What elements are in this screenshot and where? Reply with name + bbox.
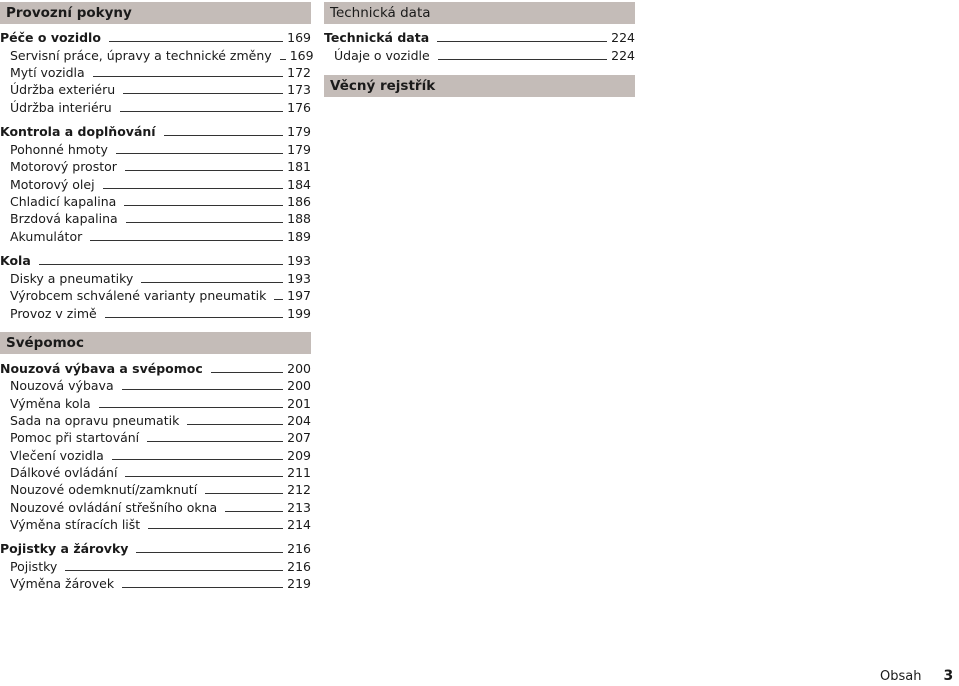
toc-entry-title: Motorový prostor — [10, 159, 117, 174]
page-footer — [880, 667, 953, 686]
toc-page-number: 219 — [287, 576, 311, 591]
toc-entry-row[interactable] — [0, 377, 311, 394]
section-header-svepomoc: Svépomoc — [0, 332, 311, 354]
toc-page-number: 209 — [287, 448, 311, 463]
toc-leader-line — [112, 459, 283, 460]
toc-page-number: 189 — [287, 229, 311, 244]
toc-page-number: 216 — [287, 541, 311, 556]
toc-entry-row[interactable] — [0, 99, 311, 116]
toc-chapter-row[interactable] — [0, 360, 311, 377]
toc-leader-line — [103, 188, 284, 189]
page-number: 3 — [943, 668, 954, 684]
toc-page-number: 184 — [287, 177, 311, 192]
toc-leader-line — [65, 570, 283, 571]
toc-leader-line — [437, 41, 607, 42]
toc-entry-row[interactable] — [324, 47, 635, 64]
toc-page-number: 179 — [287, 124, 311, 139]
toc-page-number: 176 — [287, 100, 311, 115]
toc-chapter-title: Péče o vozidlo — [0, 30, 101, 45]
toc-entry-title: Údržba interiéru — [10, 100, 112, 115]
toc-leader-line — [90, 240, 283, 241]
toc-page-number: 224 — [611, 30, 635, 45]
section-header-provozni-pokyny: Provozní pokyny — [0, 2, 311, 24]
toc-entry-title: Údaje o vozidle — [334, 48, 430, 63]
toc-entry-row[interactable] — [0, 464, 311, 481]
toc-entry-row[interactable] — [0, 81, 311, 98]
toc-entry-title: Motorový olej — [10, 177, 95, 192]
toc-page-number: 207 — [287, 430, 311, 445]
toc-entry-title: Chladicí kapalina — [10, 194, 117, 209]
footer-label: Obsah — [880, 669, 922, 684]
toc-chapter-row[interactable] — [0, 123, 311, 140]
toc-entry-row[interactable] — [0, 47, 314, 64]
toc-page-number: 172 — [287, 65, 311, 80]
toc-entry-title: Výměna kola — [10, 396, 91, 411]
toc-entry-title: Nouzová výbava — [10, 378, 114, 393]
toc-leader-line — [120, 111, 283, 112]
toc-entry-row[interactable] — [0, 447, 311, 464]
toc-page-number: 212 — [287, 482, 311, 497]
toc-leader-line — [99, 407, 284, 408]
section-header-vecny-rejstrik[interactable]: Věcný rejstřík — [324, 75, 635, 97]
toc-entry-row[interactable] — [0, 305, 311, 322]
toc-page-number: 173 — [287, 82, 311, 97]
toc-chapter-title: Kola — [0, 253, 31, 268]
toc-leader-line — [116, 153, 283, 154]
toc-page-number: 204 — [287, 413, 311, 428]
toc-leader-line — [123, 93, 283, 94]
toc-leader-line — [148, 528, 283, 529]
toc-page-number: 169 — [289, 48, 314, 63]
toc-leader-line — [205, 493, 283, 494]
toc-entry-row[interactable] — [0, 516, 311, 533]
toc-entry-title: Výměna žárovek — [10, 576, 115, 591]
toc-page-number: 211 — [287, 465, 311, 480]
toc-leader-line — [122, 587, 283, 588]
toc-entry-row[interactable] — [0, 287, 311, 304]
toc-entry-row[interactable] — [0, 64, 311, 81]
toc-entry-row[interactable] — [0, 481, 311, 498]
toc-page-number: 179 — [287, 142, 311, 157]
toc-leader-line — [274, 299, 283, 300]
section-header-technicka-data: Technická data — [324, 2, 635, 24]
toc-entry-row[interactable] — [0, 395, 311, 412]
toc-entry-title: Disky a pneumatiky — [10, 271, 134, 286]
toc-entry-row[interactable] — [0, 429, 311, 446]
toc-page-number: 197 — [287, 288, 311, 303]
toc-page-number: 193 — [287, 253, 311, 268]
toc-page-number: 193 — [287, 271, 311, 286]
toc-entry-title: Pohonné hmoty — [10, 142, 108, 157]
toc-entry-row[interactable] — [0, 412, 311, 429]
toc-leader-line — [105, 317, 283, 318]
toc-leader-line — [39, 264, 283, 265]
toc-entry-title: Údržba exteriéru — [10, 82, 116, 97]
toc-leader-line — [187, 424, 283, 425]
toc-leader-line — [109, 41, 283, 42]
toc-entry-row[interactable] — [0, 193, 311, 210]
toc-entry-row[interactable] — [0, 141, 311, 158]
toc-entry-row[interactable] — [0, 499, 311, 516]
toc-chapter-row[interactable] — [324, 29, 635, 46]
toc-entry-title: Výměna stíracích lišt — [10, 517, 141, 532]
toc-entry-title: Provoz v zimě — [10, 306, 97, 321]
toc-page-number: 216 — [287, 559, 311, 574]
toc-page-number: 200 — [287, 378, 311, 393]
toc-leader-line — [141, 282, 283, 283]
toc-leader-line — [126, 222, 283, 223]
toc-page-number: 181 — [287, 159, 311, 174]
toc-entry-title: Výrobcem schválené varianty pneumatik — [10, 288, 267, 303]
toc-entry-row[interactable] — [0, 228, 311, 245]
toc-entry-title: Vlečení vozidla — [10, 448, 104, 463]
toc-page-number: 186 — [287, 194, 311, 209]
toc-page-number: 188 — [287, 211, 311, 226]
toc-leader-line — [125, 476, 283, 477]
toc-chapter-title: Kontrola a doplňování — [0, 124, 156, 139]
toc-leader-line — [136, 552, 283, 553]
toc-entry-row[interactable] — [0, 575, 311, 592]
toc-entry-title: Brzdová kapalina — [10, 211, 118, 226]
toc-leader-line — [211, 372, 283, 373]
toc-entry-row[interactable] — [0, 558, 311, 575]
toc-entry-title: Akumulátor — [10, 229, 83, 244]
toc-entry-title: Nouzové ovládání střešního okna — [10, 500, 218, 515]
toc-leader-line — [164, 135, 284, 136]
toc-leader-line — [93, 76, 283, 77]
toc-leader-line — [225, 511, 283, 512]
toc-page-number: 200 — [287, 361, 311, 376]
toc-chapter-title: Pojistky a žárovky — [0, 541, 129, 556]
toc-entry-title: Mytí vozidla — [10, 65, 85, 80]
toc-entry-title: Sada na opravu pneumatik — [10, 413, 180, 428]
toc-chapter-row[interactable] — [0, 540, 311, 557]
toc-entry-row[interactable] — [0, 210, 311, 227]
toc-chapter-title: Nouzová výbava a svépomoc — [0, 361, 203, 376]
toc-chapter-title: Technická data — [324, 30, 430, 45]
toc-entry-title: Dálkové ovládání — [10, 465, 118, 480]
toc-entry-row[interactable] — [0, 270, 311, 287]
toc-entry-row[interactable] — [0, 158, 311, 175]
toc-leader-line — [122, 389, 284, 390]
toc-page-number: 214 — [287, 517, 311, 532]
toc-entry-title: Servisní práce, úpravy a technické změny — [10, 48, 272, 63]
toc-entry-title: Pojistky — [10, 559, 58, 574]
toc-leader-line — [125, 170, 283, 171]
toc-leader-line — [438, 59, 607, 60]
toc-page-number: 199 — [287, 306, 311, 321]
toc-page-number: 224 — [611, 48, 635, 63]
toc-leader-line — [124, 205, 283, 206]
toc-chapter-row[interactable] — [0, 252, 311, 269]
toc-page-number: 201 — [287, 396, 311, 411]
toc-entry-row[interactable] — [0, 176, 311, 193]
toc-page-number: 213 — [287, 500, 311, 515]
toc-chapter-row[interactable] — [0, 29, 311, 46]
toc-leader-line — [147, 441, 283, 442]
toc-entry-title: Nouzové odemknutí/zamknutí — [10, 482, 198, 497]
toc-leader-line — [280, 59, 286, 60]
toc-entry-title: Pomoc při startování — [10, 430, 140, 445]
toc-page-number: 169 — [287, 30, 311, 45]
